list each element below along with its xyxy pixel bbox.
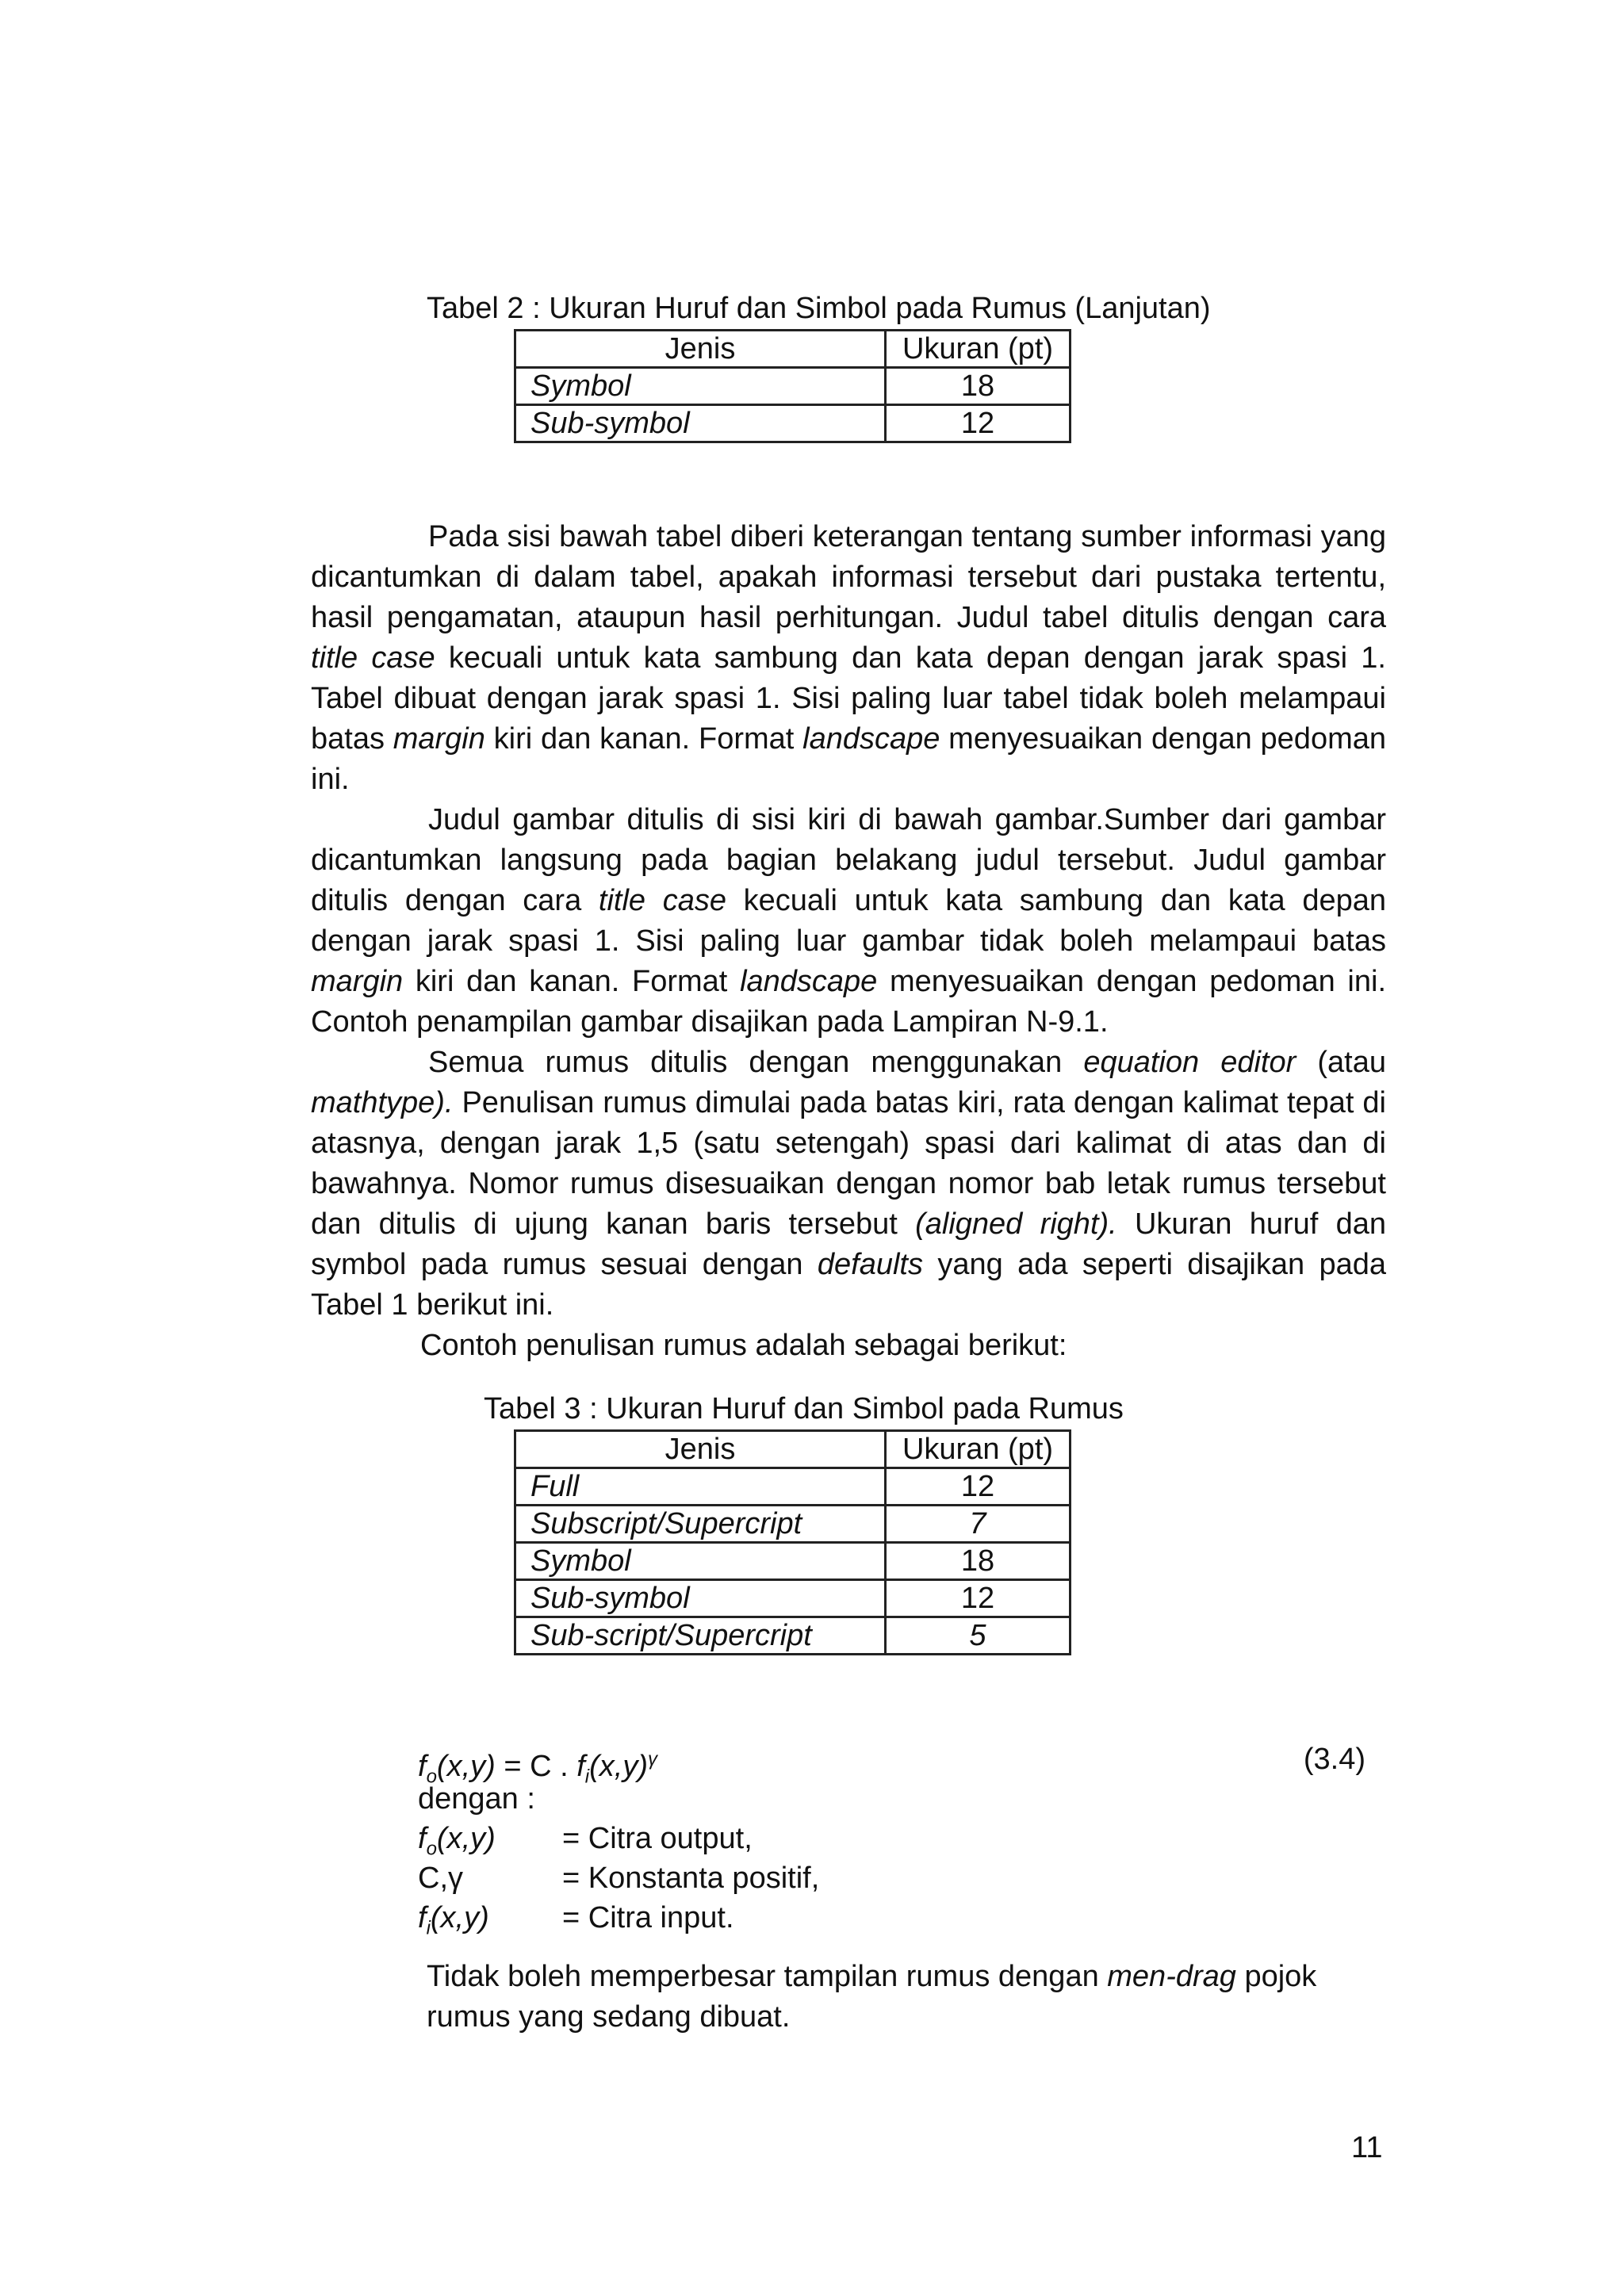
cell-jenis: Sub-script/Supercript bbox=[515, 1617, 886, 1655]
text-span: Pada sisi bawah tabel diberi keterangan tentang sumber informasi yang dicantumkan di dalam tabel, apakah informasi tersebut dari pustaka tertentu, hasil pengamatan, ataupun hasil perhitungan. Judul tabel ditulis dengan cara bbox=[311, 520, 1386, 634]
body-text bbox=[311, 517, 1386, 1366]
definition-term bbox=[418, 1898, 489, 1949]
table-header-row bbox=[515, 331, 1071, 368]
cell-jenis: Sub-symbol bbox=[515, 1580, 886, 1617]
formula-subscript: i bbox=[584, 1766, 590, 1788]
column-header-ukuran: Ukuran (pt) bbox=[886, 1431, 1071, 1468]
paragraph-table-notes bbox=[311, 517, 1386, 800]
text-span: menyesuaikan dengan pedoman ini. bbox=[311, 722, 1386, 796]
text-span: kecuali untuk kata sambung dan kata depan dengan jarak spasi 1. Sisi paling luar gambar tidak boleh melampaui batas bbox=[311, 884, 1386, 958]
column-header-jenis: Jenis bbox=[515, 331, 886, 368]
cell-jenis: Symbol bbox=[515, 1543, 886, 1580]
formula bbox=[418, 1748, 657, 1788]
cell-ukuran: 12 bbox=[886, 405, 1071, 442]
table-header-row bbox=[515, 1431, 1071, 1468]
text-span: kiri dan kanan. Format bbox=[485, 722, 803, 756]
table3-caption: Tabel 3 : Ukuran Huruf dan Simbol pada Rumus bbox=[484, 1392, 1124, 1425]
italic-term: margin bbox=[393, 722, 485, 756]
paragraph-formula-notes bbox=[311, 1043, 1386, 1326]
definition-value: = Citra output, bbox=[562, 1822, 753, 1855]
formula-block bbox=[418, 1739, 1365, 1938]
formula-args: (x,y) bbox=[436, 1749, 496, 1783]
table-row bbox=[515, 1543, 1071, 1580]
italic-term: landscape bbox=[802, 722, 940, 756]
formula-args: (x,y) bbox=[436, 1822, 496, 1855]
formula-subscript: o bbox=[426, 1766, 437, 1788]
cell-ukuran: 18 bbox=[886, 1543, 1071, 1580]
equation-number: (3.4) bbox=[1303, 1743, 1365, 1776]
table2 bbox=[514, 329, 1071, 443]
text-span: Ukuran huruf dan symbol pada rumus sesuai dengan bbox=[311, 1207, 1387, 1281]
column-header-ukuran: Ukuran (pt) bbox=[886, 331, 1071, 368]
text-span: Semua rumus ditulis dengan menggunakan bbox=[428, 1046, 1084, 1079]
formula-superscript: γ bbox=[648, 1748, 657, 1770]
text-span: Penulisan rumus dimulai pada batas kiri, rata dengan kalimat tepat di atasnya, dengan jarak 1,5 (satu setengah) spasi dari kalimat di atas dan di bawahnya. Nomor rumus disesuaikan dengan nomor bab letak rumus tersebut dan ditulis di ujung kanan baris tersebut bbox=[311, 1086, 1386, 1241]
cell-jenis: Symbol bbox=[515, 368, 886, 405]
table-row bbox=[515, 405, 1071, 442]
italic-term: defaults bbox=[817, 1248, 923, 1281]
formula-symbol: f bbox=[418, 1822, 427, 1855]
cell-ukuran: 12 bbox=[886, 1580, 1071, 1617]
table-row bbox=[515, 1468, 1071, 1506]
table-row bbox=[515, 1506, 1071, 1543]
definition-value: = Citra input. bbox=[562, 1901, 734, 1934]
text-span: Judul gambar ditulis di sisi kiri di bawah gambar.Sumber dari gambar dicantumkan langsung pada bagian belakang judul tersebut. Judul gambar ditulis dengan cara bbox=[311, 803, 1386, 917]
column-header-jenis: Jenis bbox=[515, 1431, 886, 1468]
italic-term: mathtype). bbox=[311, 1086, 454, 1119]
text-span: (atau bbox=[1296, 1046, 1386, 1079]
cell-ukuran: 7 bbox=[886, 1506, 1071, 1543]
text-span: yang ada seperti disajikan pada Tabel 1 berikut ini. bbox=[311, 1248, 1386, 1322]
formula-args: (x,y) bbox=[589, 1749, 648, 1783]
italic-term: title case bbox=[598, 884, 726, 917]
italic-term: title case bbox=[311, 641, 435, 675]
cell-jenis: Subscript/Supercript bbox=[515, 1506, 886, 1543]
definition-row bbox=[418, 1858, 1365, 1898]
formula-symbol: f bbox=[418, 1749, 427, 1783]
formula-subscript: i bbox=[426, 1917, 431, 1939]
cell-jenis: Full bbox=[515, 1468, 886, 1506]
definition-row bbox=[418, 1819, 1365, 1858]
text-span: kecuali untuk kata sambung dan kata depan dengan jarak spasi 1. Tabel dibuat dengan jarak spasi 1. Sisi paling luar tabel tidak boleh melampaui batas bbox=[311, 641, 1386, 756]
formula-symbol: f bbox=[576, 1749, 585, 1783]
cell-jenis: Sub-symbol bbox=[515, 405, 886, 442]
table3 bbox=[514, 1429, 1071, 1655]
paragraph-example-intro: Contoh penulisan rumus adalah sebagai berikut: bbox=[420, 1329, 1067, 1362]
formula-subscript: o bbox=[426, 1838, 437, 1860]
cell-ukuran: 5 bbox=[886, 1617, 1071, 1655]
formula-symbol: f bbox=[418, 1901, 427, 1934]
table-row bbox=[515, 1580, 1071, 1617]
formula-operator: = C . bbox=[495, 1749, 577, 1783]
table2-caption: Tabel 2 : Ukuran Huruf dan Simbol pada Rumus (Lanjutan) bbox=[427, 292, 1211, 325]
formula-dengan: dengan : bbox=[418, 1782, 535, 1816]
cell-ukuran: 18 bbox=[886, 368, 1071, 405]
paragraph-figure-notes bbox=[311, 800, 1386, 1043]
definition-term: C,γ bbox=[418, 1862, 463, 1895]
text-span: menyesuaikan dengan pedoman ini. Contoh penampilan gambar disajikan pada Lampiran N-9.1. bbox=[311, 965, 1386, 1039]
italic-term: men-drag bbox=[1107, 1960, 1236, 1993]
formula-note bbox=[427, 1957, 1331, 2038]
formula-line bbox=[418, 1739, 1365, 1788]
definition-row bbox=[418, 1898, 1365, 1938]
formula-args: (x,y) bbox=[430, 1901, 489, 1934]
italic-term: margin bbox=[311, 965, 404, 998]
cell-ukuran: 12 bbox=[886, 1468, 1071, 1506]
text-span: pojok rumus yang sedang dibuat. bbox=[427, 1960, 1317, 2034]
definition-value: = Konstanta positif, bbox=[562, 1862, 820, 1895]
table-row bbox=[515, 368, 1071, 405]
table-row bbox=[515, 1617, 1071, 1655]
italic-term: equation editor bbox=[1083, 1046, 1297, 1079]
italic-term: (aligned right). bbox=[915, 1207, 1117, 1241]
text-span: kiri dan kanan. Format bbox=[403, 965, 741, 998]
italic-term: landscape bbox=[740, 965, 878, 998]
text-span: Tidak boleh memperbesar tampilan rumus dengan bbox=[427, 1960, 1108, 1993]
page-number: 11 bbox=[1351, 2131, 1383, 2164]
